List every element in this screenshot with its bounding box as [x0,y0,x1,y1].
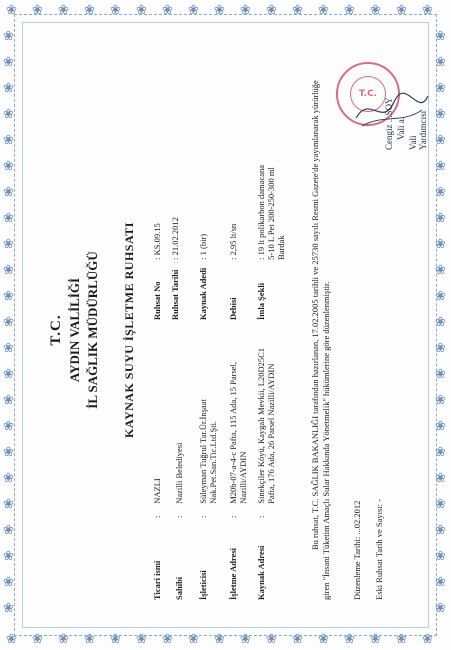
field-source-address [256,340,276,600]
field-filling-type [256,150,286,320]
border-leaf-icon: ❀ [110,3,121,18]
border-leaf-icon: ❀ [3,445,14,460]
border-leaf-icon: ❀ [435,107,446,122]
border-leaf-icon: ❀ [214,632,225,647]
signer-title-1: Vali a. [396,117,406,140]
border-leaf-icon: ❀ [435,237,446,252]
border-leaf-icon: ❀ [370,632,381,647]
border-leaf-icon: ❀ [396,3,407,18]
border-leaf-icon: ❀ [422,632,433,647]
border-leaf-icon: ❀ [435,601,446,616]
border-leaf-icon: ❀ [266,3,277,18]
field-label: Kaynak Adedi [198,267,208,320]
border-leaf-icon: ❀ [435,523,446,538]
border-leaf-icon: ❀ [3,185,14,200]
border-leaf-icon: ❀ [370,3,381,18]
border-leaf-icon: ❀ [435,289,446,304]
border-leaf-icon: ❀ [292,3,303,18]
border-leaf-icon: ❀ [3,289,14,304]
border-leaf-icon: ❀ [3,523,14,538]
border-leaf-icon: ❀ [292,632,303,647]
field-operator [198,340,218,600]
border-leaf-icon: ❀ [32,632,43,647]
border-leaf-icon: ❀ [3,419,14,434]
header-governorship: AYDIN VALİLİĞİ [67,277,82,383]
field-colon: : [198,515,208,518]
document-title: KAYNAK SUYU İŞLETME RUHSATI [122,222,136,438]
border-leaf-icon: ❀ [3,159,14,174]
border-leaf-icon: ❀ [435,419,446,434]
border-leaf-icon: ❀ [6,3,17,18]
border-leaf-icon: ❀ [435,263,446,278]
border-leaf-icon: ❀ [162,3,173,18]
border-leaf-icon: ❀ [3,107,14,122]
field-label: İşleticisi [198,570,208,600]
field-value: NAZLI [152,478,162,504]
border-leaf-icon: ❀ [435,471,446,486]
header-tc: T.C. [48,314,64,346]
border-leaf-icon: ❀ [3,263,14,278]
border-leaf-icon: ❀ [435,315,446,330]
border-leaf-icon: ❀ [435,159,446,174]
field-value: : 1 (bir) [198,233,208,260]
border-leaf-icon: ❀ [3,315,14,330]
border-leaf-icon: ❀ [3,55,14,70]
border-leaf-icon: ❀ [435,393,446,408]
signer-name: Cengiz ...SOY [384,97,394,150]
border-leaf-icon: ❀ [3,211,14,226]
border-leaf-icon: ❀ [3,471,14,486]
border-leaf-icon: ❀ [266,632,277,647]
border-leaf-icon: ❀ [136,632,147,647]
field-colon: : [228,515,238,518]
border-leaf-icon: ❀ [435,341,446,356]
border-leaf-icon: ❀ [6,632,17,647]
border-leaf-icon: ❀ [58,3,69,18]
border-leaf-icon: ❀ [240,632,251,647]
field-colon: : [174,515,184,518]
field-source-count [198,234,208,320]
field-label: Ruhsat No [152,281,162,320]
field-value: : 19 lt polikarbon damacana 5-10 L Pet 200-250-300 ml Bardak [256,164,286,260]
border-leaf-icon: ❀ [3,237,14,252]
border-leaf-icon: ❀ [188,3,199,18]
field-label: İmla Şekli [256,282,266,320]
border-leaf-icon: ❀ [3,29,14,44]
border-leaf-icon: ❀ [318,3,329,18]
field-license-date [170,170,180,320]
field-flow-rate [228,224,238,320]
field-operation-address [228,340,248,600]
border-leaf-icon: ❀ [3,601,14,616]
field-label: Ticari ismi [152,560,162,600]
field-label: Sahibi [174,576,184,600]
border-leaf-icon: ❀ [435,185,446,200]
signer-title-2: Vali Yardımcısı [408,110,428,150]
border-leaf-icon: ❀ [240,3,251,18]
legal-statement: Bu ruhsat, T.C. SAĞLIK BAKANLIĞI tarafından hazırlanan, 17.02.2005 tarihli ve 25730 sayılı Resmi Gazete'de yayımlanarak yürürlüğe giren "İnsani Tüketim Amaçlı Sular Hakkında Yönetmelik" hükümlerine göre düzenlenmiştir. [310,80,331,600]
border-leaf-icon: ❀ [422,3,433,18]
border-leaf-icon: ❀ [58,632,69,647]
field-colon: : [256,515,266,518]
border-leaf-icon: ❀ [435,81,446,96]
border-leaf-icon: ❀ [3,81,14,96]
border-leaf-icon: ❀ [435,133,446,148]
border-leaf-icon: ❀ [344,3,355,18]
border-leaf-icon: ❀ [435,549,446,564]
border-leaf-icon: ❀ [396,632,407,647]
stamp-label: T.C. [358,89,378,99]
border-leaf-icon: ❀ [435,211,446,226]
field-license-no [152,223,162,320]
border-leaf-icon: ❀ [32,3,43,18]
old-license-info: Eski Ruhsat Tarih ve Sayısı: - [374,498,384,600]
field-value: Süleyman Tuğrul Tar.Ür.İnşaat Nak.Pet.San.Tic.Ltd.Şti. [198,399,218,504]
border-leaf-icon: ❀ [214,3,225,18]
border-leaf-icon: ❀ [136,3,147,18]
header-block [48,50,101,610]
field-value: Nazilli Belediyesi [174,442,184,504]
border-leaf-icon: ❀ [435,497,446,512]
field-label: Debisi [228,297,238,320]
border-leaf-icon: ❀ [435,575,446,590]
border-leaf-icon: ❀ [188,632,199,647]
issue-date: Düzenleme Tarihi: ...02.2012 [352,500,362,600]
border-leaf-icon: ❀ [318,632,329,647]
field-label: Kaynak Adresi [256,545,266,600]
field-owner [174,443,184,600]
border-leaf-icon: ❀ [435,29,446,44]
field-value: : 21.02.2012 [170,217,180,260]
header-directorate: İL SAĞLIK MÜDÜRLÜĞÜ [85,251,100,409]
border-leaf-icon: ❀ [435,445,446,460]
border-leaf-icon: ❀ [3,393,14,408]
border-leaf-icon: ❀ [3,549,14,564]
field-label: İşletme Adresi [228,547,238,600]
border-leaf-icon: ❀ [110,632,121,647]
license-content [40,50,420,610]
field-colon: : [152,515,162,518]
border-leaf-icon: ❀ [3,367,14,382]
field-trade-name [152,478,162,600]
border-leaf-icon: ❀ [435,367,446,382]
field-value: : 2,95 lt/sn [228,223,238,260]
border-leaf-icon: ❀ [3,497,14,512]
border-leaf-icon: ❀ [3,341,14,356]
border-leaf-icon: ❀ [435,55,446,70]
border-leaf-icon: ❀ [3,575,14,590]
border-leaf-icon: ❀ [84,3,95,18]
field-value: Sinekçiler Köyü, Kaygalı Mevkii, L20D25C1 Pafta, 176 Ada, 26 Parsel Nazilli/AYDIN [256,347,276,504]
border-leaf-icon: ❀ [84,632,95,647]
field-value: M20b-07-a-4-c Pafta, 115 Ada, 15 Parsel, Nazilli/AYDIN [228,361,248,504]
border-leaf-icon: ❀ [3,133,14,148]
field-value: : KS.09.15 [152,223,162,260]
field-label: Ruhsat Tarihi [170,269,180,320]
border-leaf-icon: ❀ [344,632,355,647]
border-leaf-icon: ❀ [162,632,173,647]
